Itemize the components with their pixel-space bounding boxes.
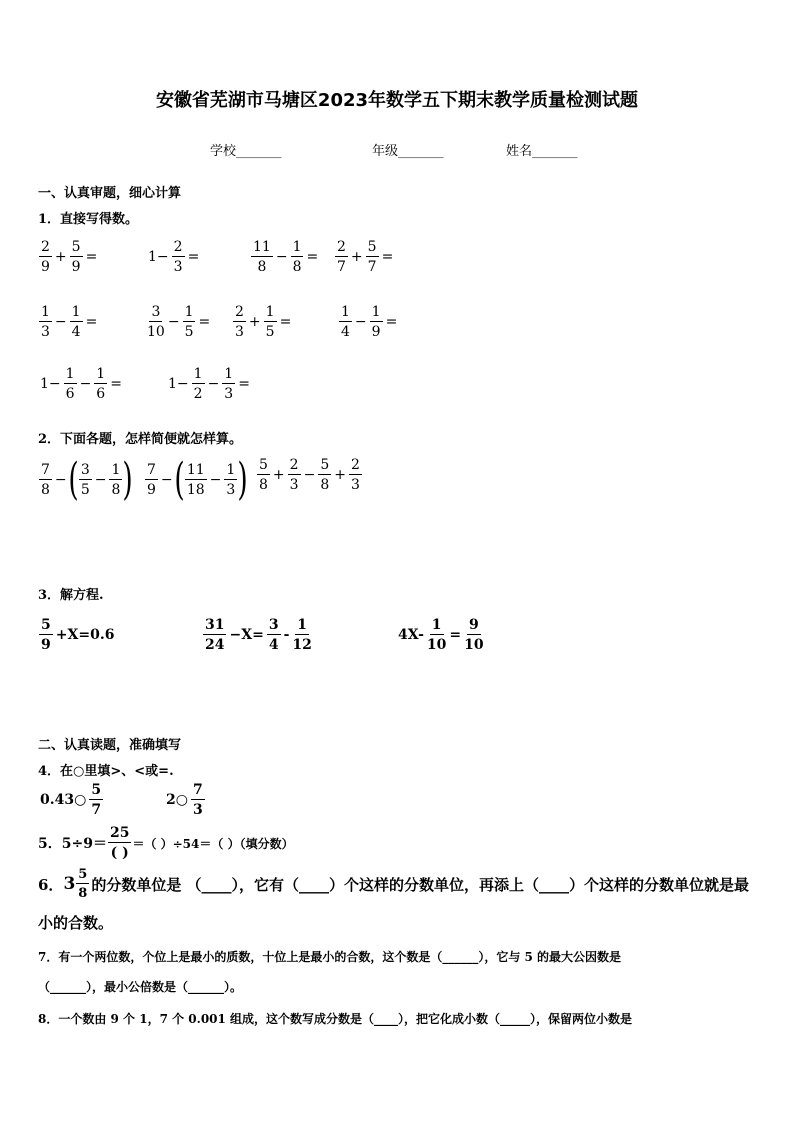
- q2-label: 2．下面各题，怎样简便就怎样算。: [38, 432, 243, 447]
- numerator: 1: [341, 304, 350, 320]
- operator-text: −: [303, 467, 316, 483]
- denominator: 5: [80, 482, 90, 498]
- fraction: [39, 240, 52, 274]
- fraction: [172, 240, 185, 274]
- operator-text: −: [94, 472, 107, 488]
- numerator: 1: [41, 304, 50, 320]
- grade-blank: _______: [398, 144, 444, 159]
- operator-text: =: [306, 249, 319, 265]
- operator-text: +: [272, 467, 285, 483]
- operator-text: −: [207, 376, 220, 392]
- fraction: [318, 458, 331, 492]
- school-label: 学校: [210, 144, 237, 159]
- denominator: 7: [337, 259, 346, 275]
- numerator: 1: [371, 304, 381, 320]
- fraction: [89, 783, 103, 817]
- operator-text: 1−: [168, 376, 189, 392]
- denominator: 18: [186, 482, 205, 498]
- school-blank: _______: [236, 144, 282, 159]
- numerator: 1: [224, 366, 234, 382]
- operator-text: +X=0.6: [55, 627, 115, 643]
- numerator: 1: [297, 617, 307, 633]
- numerator: 7: [147, 462, 156, 478]
- operator-text: =: [85, 249, 98, 265]
- operator-text: =: [110, 376, 122, 392]
- denominator: 9: [41, 259, 50, 275]
- denominator: 7: [367, 259, 377, 275]
- q5-denominator: ( ): [110, 845, 129, 861]
- denominator: 5: [265, 324, 275, 340]
- denominator: 3: [235, 324, 244, 340]
- q6-line2: 小的合数。: [38, 914, 114, 932]
- q1-expression: [38, 367, 124, 401]
- denominator: 8: [41, 482, 50, 498]
- numerator: 3: [151, 304, 161, 320]
- q5-line: [38, 826, 294, 860]
- denominator: 3: [192, 802, 203, 818]
- numerator: 7: [192, 782, 203, 798]
- fraction: [191, 783, 205, 817]
- operator-text: 4X-: [398, 627, 424, 643]
- fraction: [292, 618, 311, 652]
- denominator: 8: [259, 477, 268, 493]
- denominator: 10: [464, 637, 484, 653]
- q1-expression: [38, 305, 99, 339]
- denominator: 6: [65, 386, 75, 402]
- denominator: 24: [205, 637, 225, 653]
- denominator: 9: [147, 482, 156, 498]
- q1-expression: [250, 240, 320, 274]
- fraction: [222, 367, 235, 401]
- numerator: 1: [193, 366, 203, 382]
- denominator: 2: [193, 386, 203, 402]
- q1-expression: [38, 240, 99, 274]
- q8-line1: 8．一个数由 9 个 1，7 个 0.001 组成，这个数写成分数是（____），把它化成小数（_____），保留两位小数是: [38, 1012, 633, 1026]
- denominator: 7: [91, 802, 102, 818]
- numerator: 9: [469, 617, 479, 633]
- right-paren: ): [122, 454, 134, 505]
- fraction: [70, 240, 83, 274]
- numerator: 2: [41, 239, 50, 255]
- numerator: 1: [431, 617, 442, 633]
- operator-text: =: [279, 314, 292, 330]
- numerator: 2: [337, 239, 346, 255]
- q6-pre: 6．: [38, 875, 64, 894]
- operator-text: 1−: [40, 376, 61, 392]
- grade-field: [372, 140, 444, 159]
- section2-heading: 二、认真读题，准确填写: [38, 738, 182, 753]
- q4-comparison: [164, 783, 206, 817]
- numerator: 31: [205, 617, 225, 633]
- q2-expression: [256, 458, 363, 492]
- denominator: 3: [350, 477, 360, 493]
- operator-text: −: [54, 314, 67, 330]
- numerator: 7: [41, 462, 50, 478]
- denominator: 4: [268, 637, 279, 653]
- right-paren: ): [237, 454, 249, 505]
- denominator: 8: [257, 259, 267, 275]
- fraction: [79, 463, 92, 497]
- operator-text: −: [54, 472, 67, 488]
- q5-pre: 5．5÷9＝: [38, 836, 107, 852]
- denominator: 4: [71, 324, 81, 340]
- q3-equation: [396, 618, 485, 652]
- numerator: 1: [184, 304, 194, 320]
- numerator: 2: [350, 457, 360, 473]
- denominator: 3: [226, 482, 236, 498]
- fraction: [464, 618, 483, 652]
- operator-text: −: [209, 472, 222, 488]
- q7-line1: 7．有一个两位数，个位上是最小的质数，十位上是最小的合数，这个数是（______），它与 5 的最大公因数是: [38, 950, 622, 964]
- name-label: 姓名: [506, 144, 533, 159]
- page-title: 安徽省芜湖市马塘区2023年数学五下期末教学质量检测试题: [155, 90, 639, 111]
- numerator: 1: [65, 366, 75, 382]
- numerator: 2: [289, 457, 299, 473]
- numerator: 5: [259, 457, 268, 473]
- denominator: 4: [341, 324, 350, 340]
- operator-text: −: [160, 472, 173, 488]
- fraction: [39, 618, 53, 652]
- denominator: 3: [289, 477, 299, 493]
- fraction: [39, 305, 52, 339]
- fraction: [64, 367, 77, 401]
- operator-text: −X=: [229, 627, 264, 643]
- q1-expression: [146, 240, 201, 274]
- fraction: [224, 463, 237, 497]
- operator-text: +: [334, 467, 346, 483]
- operator-text: −: [275, 249, 288, 265]
- denominator: 8: [320, 477, 330, 493]
- operator-text: =: [198, 314, 211, 330]
- q1-expression: [146, 305, 212, 339]
- numerator: 1: [96, 366, 106, 382]
- name-field: [506, 140, 578, 159]
- fraction: [233, 305, 246, 339]
- fraction: [264, 305, 277, 339]
- denominator: 9: [71, 259, 81, 275]
- q4-comparison: [38, 783, 104, 817]
- denominator: 9: [371, 324, 381, 340]
- fraction: [427, 618, 446, 652]
- q2-expression: [38, 454, 134, 505]
- fraction: [257, 458, 270, 492]
- q3-label: 3．解方程.: [38, 588, 104, 603]
- operator-text: -: [283, 627, 290, 643]
- fraction: [335, 240, 348, 274]
- operator-text: 2○: [166, 792, 188, 808]
- fraction: [349, 458, 362, 492]
- operator-text: +: [248, 314, 261, 330]
- q6-line1: [38, 868, 749, 900]
- q6-numerator: 5: [78, 867, 88, 882]
- fraction: [251, 240, 273, 274]
- fraction: [267, 618, 281, 652]
- denominator: 3: [41, 324, 50, 340]
- operator-text: −: [354, 314, 367, 330]
- numerator: 11: [186, 462, 205, 478]
- operator-text: −: [79, 376, 92, 392]
- q4-label: 4．在○里填>、<或=.: [38, 764, 174, 779]
- left-paren: (: [174, 454, 185, 505]
- numerator: 5: [41, 617, 51, 633]
- fraction: [192, 367, 205, 401]
- q5-fraction: [108, 826, 131, 860]
- q1-expression: [334, 240, 395, 274]
- operator-text: +: [54, 249, 67, 265]
- school-field: [210, 140, 282, 159]
- section1-heading: 一、认真审题，细心计算: [38, 186, 182, 201]
- operator-text: =: [238, 376, 250, 392]
- grade-label: 年级: [372, 144, 399, 159]
- operator-text: =: [381, 249, 394, 265]
- denominator: 8: [292, 259, 302, 275]
- operator-text: =: [187, 249, 200, 265]
- name-blank: _______: [532, 144, 578, 159]
- numerator: 2: [173, 239, 183, 255]
- q5-post: ＝（ ）÷54＝（ ）（填分数）: [132, 836, 294, 851]
- denominator: 9: [41, 637, 51, 653]
- q3-equation: [38, 618, 116, 652]
- q6-denominator: 8: [78, 886, 88, 901]
- numerator: 1: [111, 462, 121, 478]
- numerator: 1: [265, 304, 275, 320]
- fraction: [94, 367, 107, 401]
- left-paren: (: [68, 454, 79, 505]
- q6-fraction: [76, 868, 89, 900]
- fraction: [185, 463, 207, 497]
- denominator: 3: [173, 259, 183, 275]
- numerator: 5: [91, 782, 102, 798]
- operator-text: =: [385, 314, 398, 330]
- numerator: 3: [80, 462, 90, 478]
- numerator: 5: [367, 239, 377, 255]
- operator-text: =: [85, 314, 98, 330]
- numerator: 3: [268, 617, 279, 633]
- numerator: 11: [253, 239, 271, 255]
- denominator: 8: [111, 482, 121, 498]
- q6-text1: 的分数单位是 （____），它有（____）个这样的分数单位，再添上（____）个这样的分数单位就是最: [91, 875, 750, 894]
- denominator: 6: [96, 386, 106, 402]
- denominator: 10: [147, 324, 165, 340]
- numerator: 1: [71, 304, 81, 320]
- q3-equation: [202, 618, 313, 652]
- denominator: 12: [292, 637, 312, 653]
- numerator: 5: [71, 239, 81, 255]
- operator-text: −: [167, 314, 180, 330]
- numerator: 2: [235, 304, 244, 320]
- operator-text: 0.43○: [40, 792, 87, 808]
- fraction: [366, 240, 379, 274]
- fraction: [70, 305, 83, 339]
- q7-line2: （______），最小公倍数是（______）。: [38, 980, 243, 994]
- q2-expression: [144, 454, 249, 505]
- numerator: 1: [226, 462, 236, 478]
- q1-expression: [338, 305, 399, 339]
- operator-text: 1−: [148, 249, 169, 265]
- fraction: [288, 458, 301, 492]
- q6-whole: 3: [63, 874, 76, 894]
- q1-label: 1．直接写得数。: [38, 212, 139, 227]
- fraction: [291, 240, 304, 274]
- numerator: 5: [320, 457, 330, 473]
- fraction: [39, 463, 52, 497]
- fraction: [145, 463, 158, 497]
- operator-text: +: [350, 249, 363, 265]
- operator-text: =: [449, 627, 462, 643]
- q5-numerator: 25: [109, 825, 130, 841]
- fraction: [183, 305, 196, 339]
- fraction: [147, 305, 165, 339]
- fraction: [109, 463, 122, 497]
- denominator: 10: [426, 637, 447, 653]
- q1-expression: [166, 367, 252, 401]
- q1-expression: [232, 305, 293, 339]
- numerator: 1: [292, 239, 302, 255]
- denominator: 5: [184, 324, 194, 340]
- denominator: 3: [224, 386, 234, 402]
- fraction: [203, 618, 226, 652]
- fraction: [370, 305, 383, 339]
- fraction: [339, 305, 352, 339]
